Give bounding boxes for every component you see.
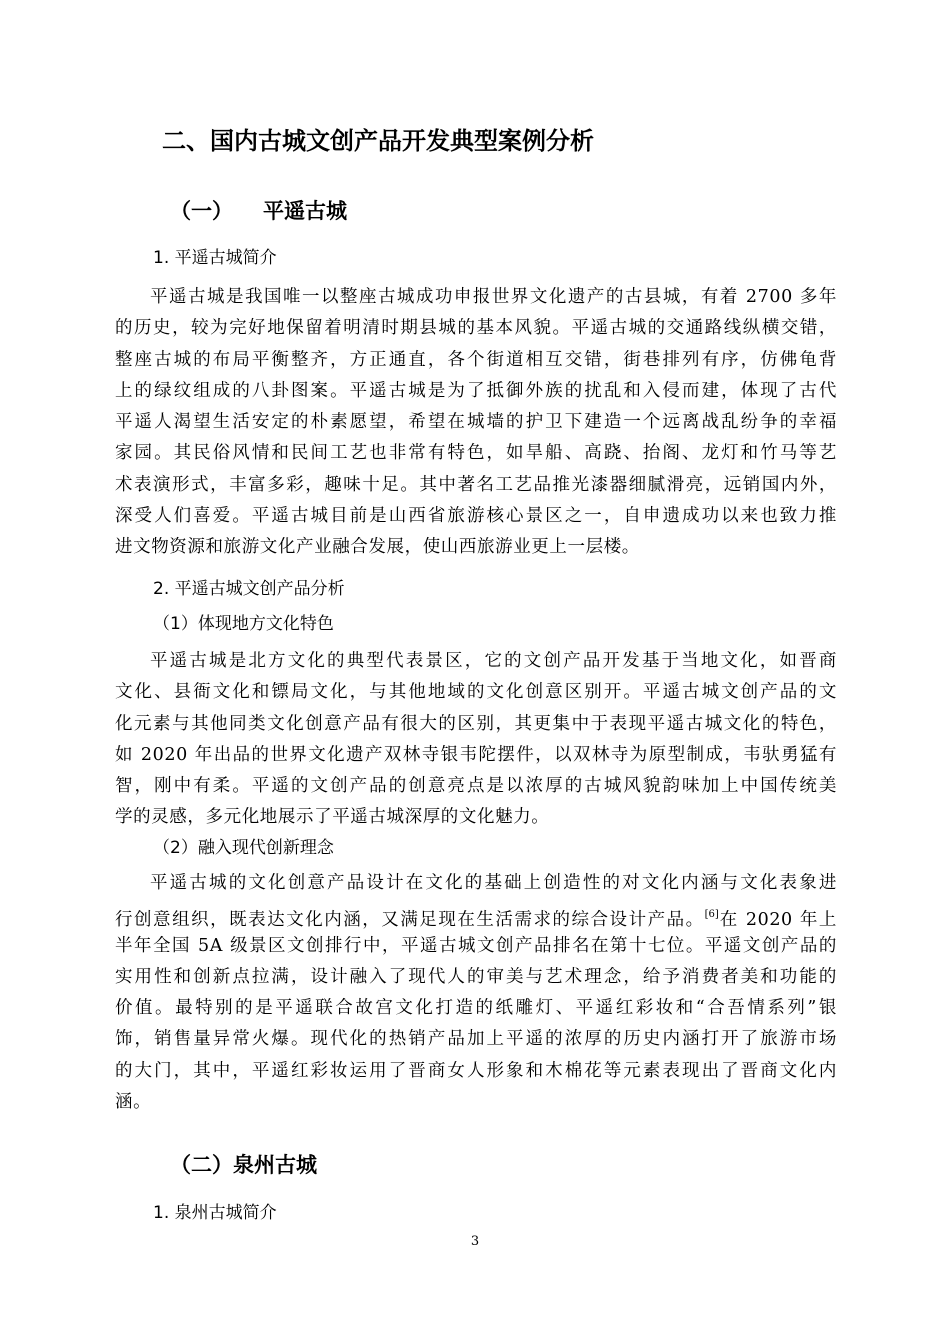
paragraph-line: 平遥人渴望生活安定的朴素愿望，希望在城墙的护卫下建造一个远离战乱纷争的幸福 (115, 412, 837, 433)
paragraph-line: 如 2020 年出品的世界文化遗产双林寺银韦陀摆件，以双林寺为原型制成，韦驮勇猛有 (115, 744, 837, 765)
paragraph-line: 涵。 (115, 1092, 152, 1113)
heading-quanzhou-intro: 1. 泉州古城简介 (153, 1203, 277, 1223)
heading-pingyao-intro: 1. 平遥古城简介 (153, 248, 277, 268)
paragraph-local-culture (115, 646, 837, 834)
paragraph-line: 平遥古城的文化创意产品设计在文化的基础上创造性的对文化内涵与文化表象进 (150, 873, 837, 893)
paragraph-line: 上的绿纹组成的八卦图案。平遥古城是为了抵御外族的扰乱和入侵而建，体现了古代 (115, 380, 837, 401)
paragraph-line: 术表演形式，丰富多彩，趣味十足。其中著名工艺品推光漆器细腻滑亮，远销国内外， (115, 474, 837, 495)
page-number: 3 (470, 1234, 480, 1249)
subsection-heading-quanzhou: （二）泉州古城 (170, 1153, 317, 1177)
paragraph-pingyao-intro (115, 282, 837, 564)
heading-pingyao-analysis: 2. 平遥古城文创产品分析 (153, 579, 345, 599)
paragraph-line: 实用性和创新点拉满，设计融入了现代人的审美与艺术理念，给予消费者美和功能的 (115, 966, 837, 987)
paragraph-line: 学的灵感，多元化地展示了平遥古城深厚的文化魅力。 (115, 807, 550, 828)
paragraph-line (115, 899, 837, 930)
paragraph-line: 平遥古城是北方文化的典型代表景区，它的文创产品开发基于当地文化，如晋商 (150, 651, 837, 671)
paragraph-line: 家园。其民俗风情和民间工艺也非常有特色，如旱船、高跷、抬阁、龙灯和竹马等艺 (115, 443, 837, 464)
paragraph-line: 价值。最特别的是平遥联合故宫文化打造的纸雕灯、平遥红彩妆和“合吾情系列”银 (115, 998, 837, 1019)
paragraph-text: 在 2020 年上 (718, 910, 837, 931)
paragraph-text: 行创意组织，既表达文化内涵，又满足现在生活需求的综合设计产品。 (115, 910, 705, 931)
paragraph-line: 整座古城的布局平衡整齐，方正通直，各个街道相互交错，街巷排列有序，仿佛龟背 (115, 349, 837, 370)
paragraph-line: 文化、县衙文化和镖局文化，与其他地域的文化创意区别开。平遥古城文创产品的文 (115, 682, 837, 703)
subsection-number: （一） (170, 199, 233, 223)
paragraph-modern-innovation (115, 868, 837, 1118)
citation-marker: [6] (704, 909, 719, 921)
heading-local-culture: （1）体现地方文化特色 (153, 614, 334, 634)
subsection-title: 平遥古城 (263, 199, 347, 223)
subsection-heading-pingyao (170, 196, 347, 226)
paragraph-line: 深受人们喜爱。平遥古城目前是山西省旅游核心景区之一，自申遗成功以来也致力推 (115, 506, 837, 527)
paragraph-line: 进文物资源和旅游文化产业融合发展，使山西旅游业更上一层楼。 (115, 537, 640, 558)
paragraph-line: 的大门，其中，平遥红彩妆运用了晋商女人形象和木棉花等元素表现出了晋商文化内 (115, 1060, 837, 1081)
paragraph-line: 化元素与其他同类文化创意产品有很大的区别，其更集中于表现平遥古城文化的特色， (115, 713, 837, 734)
heading-modern-innovation: （2）融入现代创新理念 (153, 838, 334, 858)
paragraph-line: 的历史，较为完好地保留着明清时期县城的基本风貌。平遥古城的交通路线纵横交错， (115, 318, 837, 339)
paragraph-line: 饰，销售量异常火爆。现代化的热销产品加上平遥的浓厚的历史内涵打开了旅游市场 (115, 1029, 837, 1050)
paragraph-line: 平遥古城是我国唯一以整座古城成功申报世界文化遗产的古县城，有着 2700 多年 (150, 287, 837, 307)
section-title: 二、国内古城文创产品开发典型案例分析 (162, 127, 594, 155)
paragraph-line: 智，刚中有柔。平遥的文创产品的创意亮点是以浓厚的古城风貌韵味加上中国传统美 (115, 776, 837, 797)
paragraph-line: 半年全国 5A 级景区文创排行中，平遥古城文创产品排名在第十七位。平遥文创产品的 (115, 935, 837, 956)
